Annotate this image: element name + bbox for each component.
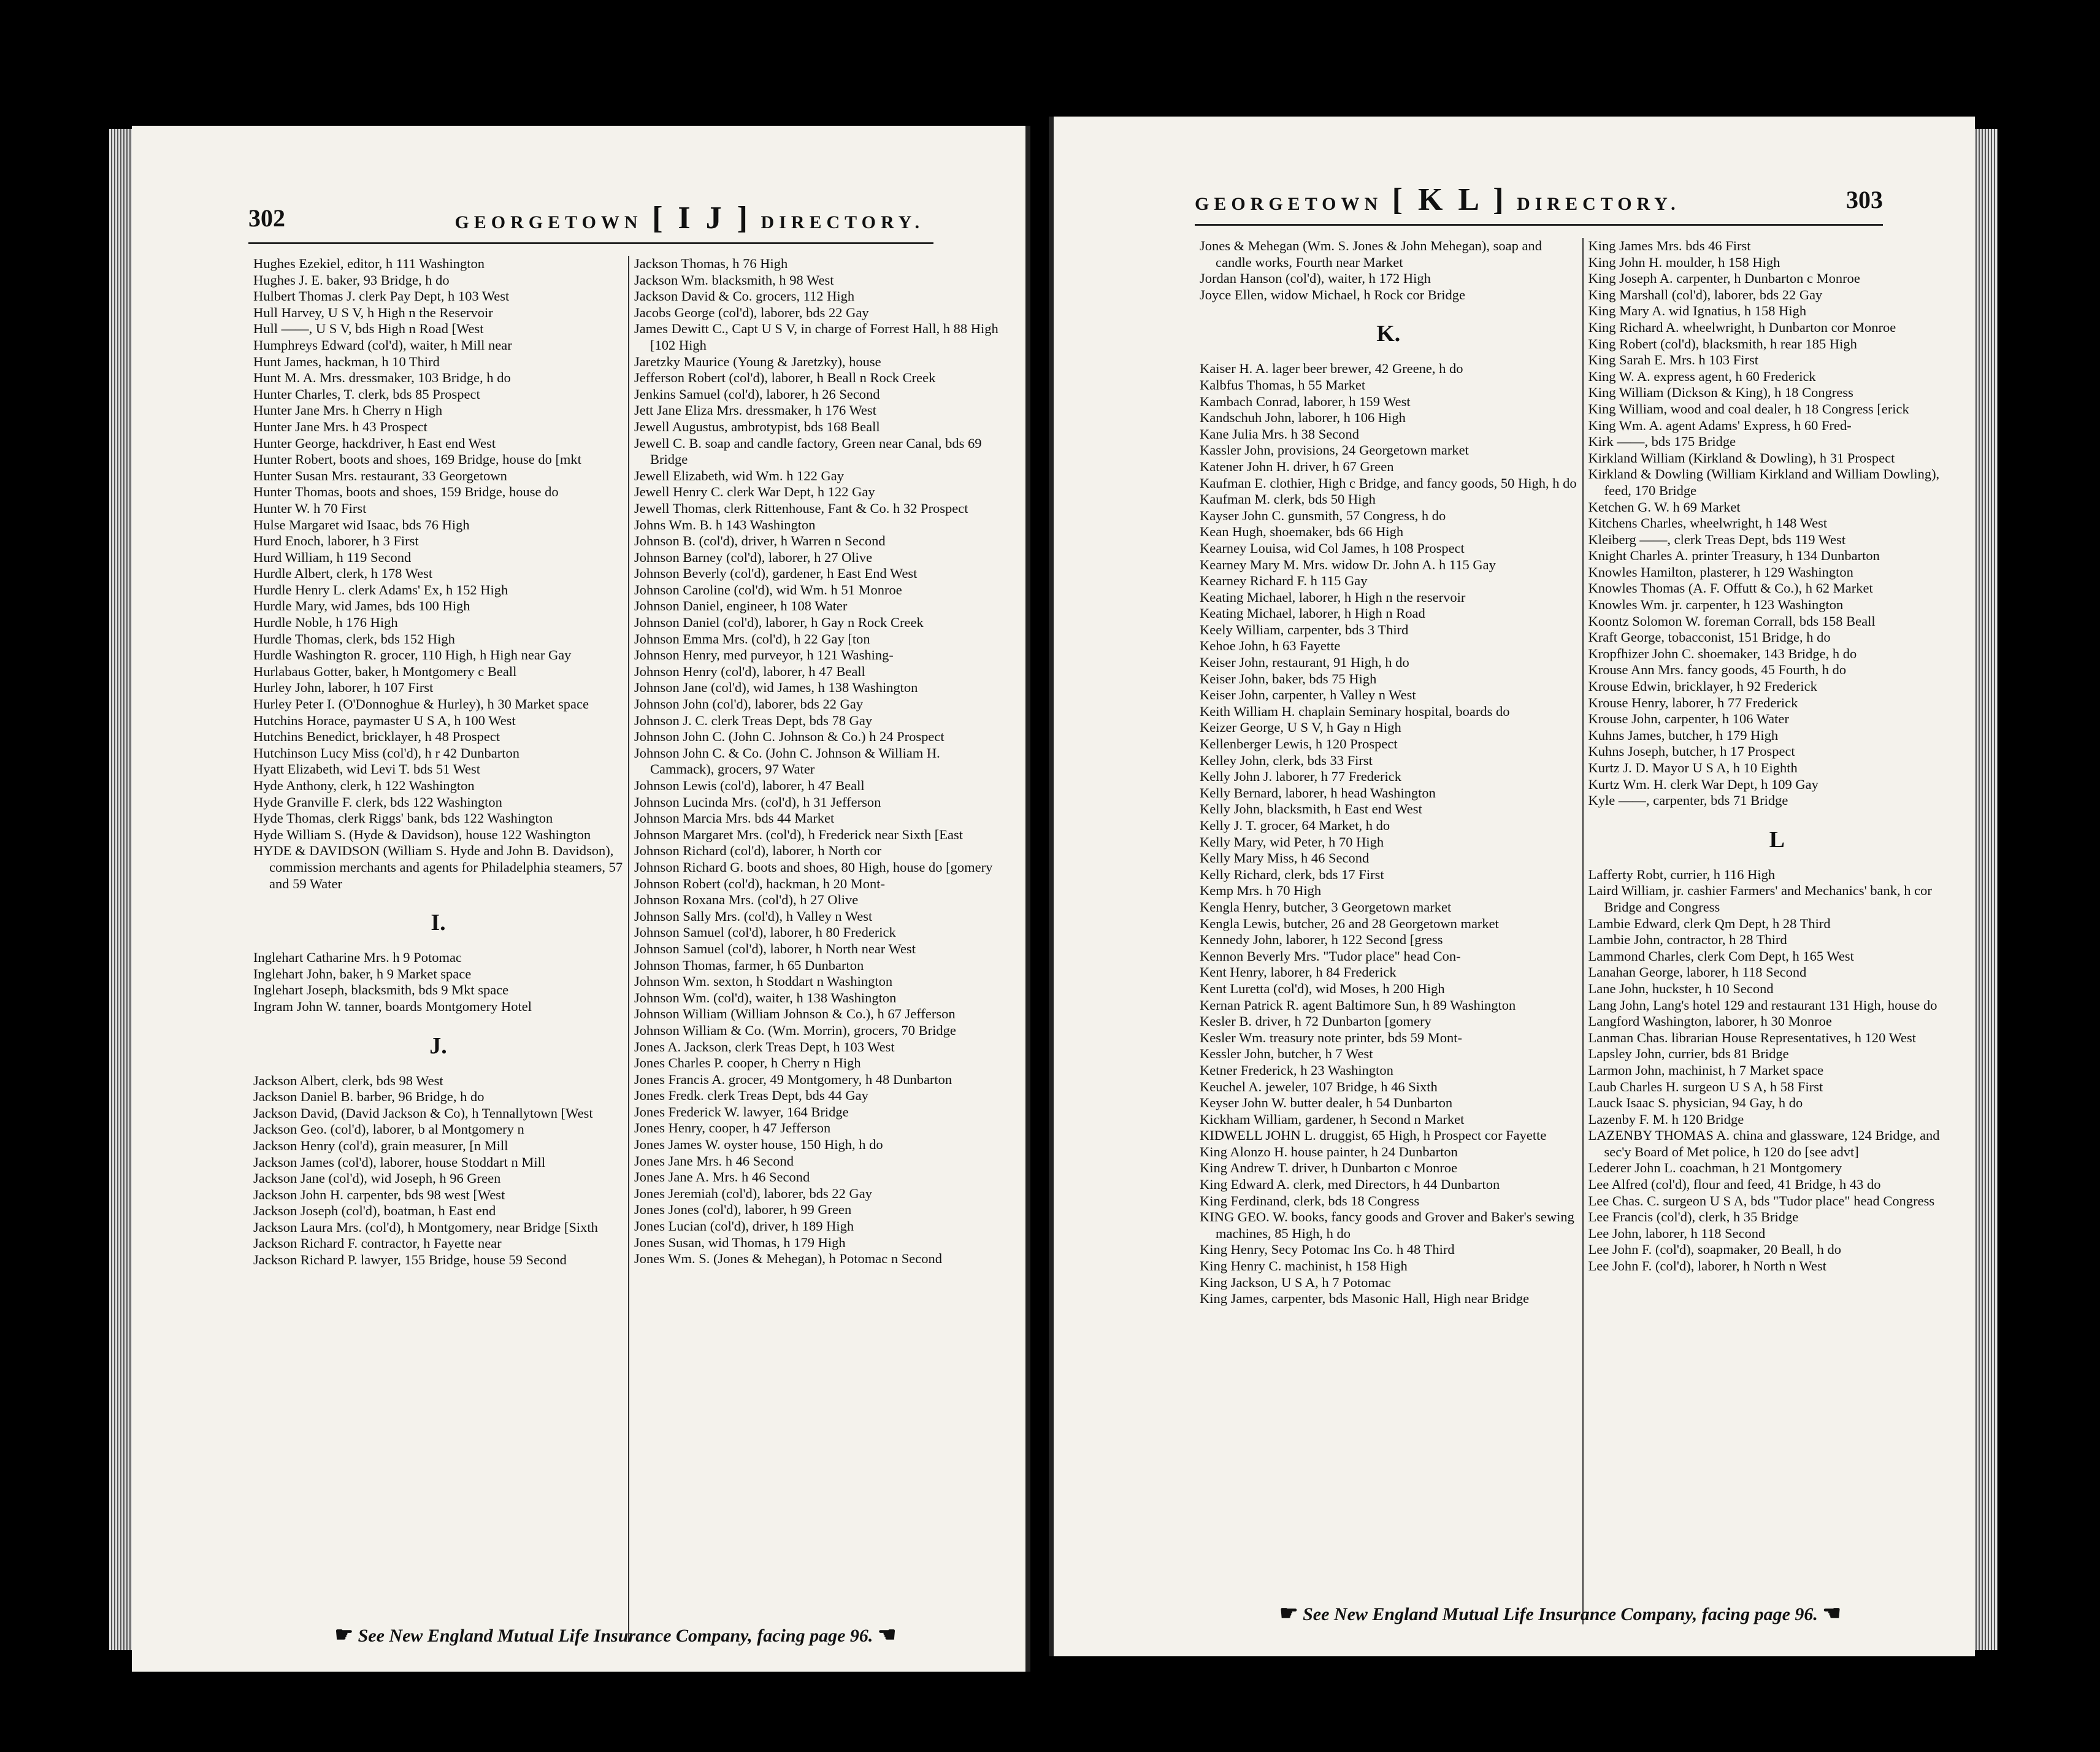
directory-entry: Jackson Henry (col'd), grain measurer, [n Mill	[253, 1137, 508, 1153]
directory-entry: Kelly J. T. grocer, 64 Market, h do	[1200, 818, 1390, 833]
directory-entry: Inglehart John, baker, h 9 Market space	[253, 966, 472, 982]
directory-entry: Hutchins Horace, paymaster U S A, h 100 West	[253, 712, 516, 728]
header-suffix: DIRECTORY.	[761, 212, 924, 232]
directory-entry: Kelly John, blacksmith, h East end West	[1200, 801, 1422, 817]
directory-entry: Kennon Beverly Mrs. "Tudor place" head Con-	[1200, 948, 1461, 964]
directory-entry: Jackson Laura Mrs. (col'd), h Montgomery, near Bridge [Sixth	[253, 1219, 598, 1235]
section-heading: I.	[431, 910, 446, 936]
directory-entry: Kent Henry, laborer, h 84 Frederick	[1200, 964, 1397, 980]
directory-entry: Lee Francis (col'd), clerk, h 35 Bridge	[1588, 1209, 1799, 1225]
directory-entry: Hulse Margaret wid Isaac, bds 76 High	[253, 517, 470, 532]
directory-entry: Lee John, laborer, h 118 Second	[1588, 1225, 1766, 1241]
directory-entry: Jackson Joseph (col'd), boatman, h East end	[253, 1203, 496, 1219]
directory-entry: Jackson Thomas, h 76 High	[634, 256, 788, 271]
advertisement-footer	[1054, 1601, 1975, 1626]
directory-entry: King James, carpenter, bds Masonic Hall, High near Bridge	[1200, 1291, 1530, 1307]
directory-entry: Kengla Henry, butcher, 3 Georgetown market	[1200, 899, 1452, 915]
directory-entry: Johnson Henry (col'd), laborer, h 47 Beall	[634, 663, 865, 679]
directory-entry: Johnson Emma Mrs. (col'd), h 22 Gay [ton	[634, 631, 870, 647]
directory-entry: Johnson John C. & Co. (John C. Johnson & William H. Cammack), grocers, 97 Water	[634, 745, 940, 777]
directory-entry: King Robert (col'd), blacksmith, h rear 185 High	[1588, 336, 1857, 352]
directory-entry: Johnson Barney (col'd), laborer, h 27 Olive	[634, 549, 873, 565]
directory-entry: Kandschuh John, laborer, h 106 High	[1200, 410, 1406, 426]
directory-entry: KING GEO. W. books, fancy goods and Grover and Baker's sewing machines, 85 High, h do	[1200, 1209, 1574, 1241]
directory-entry: LAZENBY THOMAS A. china and glassware, 124 Bridge, and sec'y Board of Met police, h 120 do [see advt]	[1588, 1128, 1940, 1159]
directory-entry: Kurtz Wm. H. clerk War Dept, h 109 Gay	[1588, 776, 1818, 792]
directory-entry: Johnson John C. (John C. Johnson & Co.) h 24 Prospect	[634, 729, 945, 745]
directory-entry: Johnson Samuel (col'd), laborer, h North near West	[634, 940, 916, 956]
directory-entry: Hutchins Benedict, bricklayer, h 48 Prospect	[253, 729, 500, 745]
directory-entry: Larmon John, machinist, h 7 Market space	[1588, 1062, 1824, 1078]
header-prefix: GEORGETOWN	[1195, 193, 1383, 214]
left-column-2	[628, 256, 1009, 1642]
directory-entry: Kuhns James, butcher, h 179 High	[1588, 727, 1779, 743]
directory-entry: Knowles Thomas (A. F. Offutt & Co.), h 62 Market	[1588, 580, 1873, 596]
directory-entry: Jackson John H. carpenter, bds 98 west [West	[253, 1186, 505, 1202]
directory-entry: Jett Jane Eliza Mrs. dressmaker, h 176 West	[634, 402, 876, 418]
directory-entry: Kennedy John, laborer, h 122 Second [gress	[1200, 932, 1443, 948]
directory-entry: Langford Washington, laborer, h 30 Monroe	[1588, 1013, 1832, 1029]
right-page	[1049, 117, 1975, 1656]
directory-entry: King Henry, Secy Potomac Ins Co. h 48 Third	[1200, 1242, 1455, 1258]
right-page-header	[1054, 178, 1975, 221]
directory-entry: Kaufman M. clerk, bds 50 High	[1200, 491, 1376, 507]
directory-entry: Hunter W. h 70 First	[253, 500, 367, 516]
directory-entry: Hyde Granville F. clerk, bds 122 Washington	[253, 794, 502, 810]
directory-entry: Johnson William & Co. (Wm. Morrin), grocers, 70 Bridge	[634, 1022, 956, 1038]
directory-entry: Jackson Richard P. lawyer, 155 Bridge, house 59 Second	[253, 1252, 567, 1268]
directory-entry: King Richard A. wheelwright, h Dunbarton cor Monroe	[1588, 319, 1896, 335]
directory-entry: Johnson Richard (col'd), laborer, h North cor	[634, 843, 882, 859]
directory-entry: Laub Charles H. surgeon U S A, h 58 First	[1588, 1078, 1823, 1094]
directory-entry: Jackson Albert, clerk, bds 98 West	[253, 1072, 443, 1088]
directory-entry: Hurdle Mary, wid James, bds 100 High	[253, 598, 470, 614]
directory-entry: Johns Wm. B. h 143 Washington	[634, 517, 816, 532]
directory-entry: Jones & Mehegan (Wm. S. Jones & John Mehegan), soap and candle works, Fourth near Market	[1200, 238, 1542, 270]
directory-entry: Johnson Wm. (col'd), waiter, h 138 Washington	[634, 989, 897, 1005]
directory-entry: Kesler B. driver, h 72 Dunbarton [gomery	[1200, 1013, 1431, 1029]
directory-entry: Jones Fredk. clerk Treas Dept, bds 44 Gay	[634, 1088, 868, 1104]
directory-entry: Hyde Anthony, clerk, h 122 Washington	[253, 778, 475, 793]
directory-entry: Lanahan George, laborer, h 118 Second	[1588, 964, 1807, 980]
directory-entry: Hunter Jane Mrs. h Cherry n High	[253, 402, 443, 418]
directory-entry: Johnson Caroline (col'd), wid Wm. h 51 Monroe	[634, 582, 902, 597]
header-letters: [ I J ]	[652, 200, 751, 236]
right-column-2	[1582, 238, 1971, 1624]
directory-entry: Johnson Lewis (col'd), laborer, h 47 Beall	[634, 778, 865, 793]
directory-entry: Jones Frederick W. lawyer, 164 Bridge	[634, 1104, 849, 1120]
directory-entry: Jones Charles P. cooper, h Cherry n High	[634, 1055, 861, 1071]
directory-entry: Jackson Daniel B. barber, 96 Bridge, h do	[253, 1089, 485, 1105]
directory-entry: Kane Julia Mrs. h 38 Second	[1200, 426, 1359, 442]
directory-entry: Kelly Mary Miss, h 46 Second	[1200, 850, 1370, 866]
directory-entry: Katener John H. driver, h 67 Green	[1200, 458, 1394, 474]
directory-entry: Lapsley John, currier, bds 81 Bridge	[1588, 1046, 1789, 1062]
directory-entry: Kelly Richard, clerk, bds 17 First	[1200, 866, 1384, 882]
directory-entry: Hulbert Thomas J. clerk Pay Dept, h 103 West	[253, 288, 510, 304]
directory-entry: Johnson Marcia Mrs. bds 44 Market	[634, 810, 835, 826]
directory-entry: Johnson Thomas, farmer, h 65 Dunbarton	[634, 957, 864, 973]
directory-entry: King Marshall (col'd), laborer, bds 22 Gay	[1588, 286, 1823, 302]
directory-entry: Johnson Margaret Mrs. (col'd), h Frederick near Sixth [East	[634, 826, 964, 842]
page-edge-right	[1974, 129, 1998, 1650]
directory-entry: Kean Hugh, shoemaker, bds 66 High	[1200, 524, 1404, 540]
directory-entry: Humphreys Edward (col'd), waiter, h Mill near	[253, 337, 512, 353]
directory-entry: King William (Dickson & King), h 18 Congress	[1588, 385, 1853, 401]
running-title	[454, 200, 924, 236]
directory-entry: Kaufman E. clothier, High c Bridge, and fancy goods, 50 High, h do	[1200, 475, 1577, 491]
directory-entry: King W. A. express agent, h 60 Frederick	[1588, 368, 1816, 384]
pointing-hand-right-icon: ☛	[1279, 1602, 1298, 1625]
directory-entry: Kambach Conrad, laborer, h 159 West	[1200, 393, 1411, 409]
directory-entry: Lang John, Lang's hotel 129 and restaurant 131 High, house do	[1588, 997, 1937, 1013]
directory-entry: Kellenberger Lewis, h 120 Prospect	[1200, 736, 1398, 752]
directory-entry: Jewell C. B. soap and candle factory, Green near Canal, bds 69 Bridge	[634, 435, 982, 467]
directory-entry: Kalbfus Thomas, h 55 Market	[1200, 377, 1366, 393]
directory-entry: Keiser John, restaurant, 91 High, h do	[1200, 655, 1409, 670]
directory-entry: Hurd Enoch, laborer, h 3 First	[253, 533, 419, 549]
directory-entry: Hunter George, hackdriver, h East end West	[253, 435, 496, 451]
directory-entry: Hurdle Henry L. clerk Adams' Ex, h 152 High	[253, 582, 508, 597]
directory-entry: Krouse Henry, laborer, h 77 Frederick	[1588, 694, 1798, 710]
directory-entry: Kuhns Joseph, butcher, h 17 Prospect	[1588, 743, 1795, 759]
header-suffix: DIRECTORY.	[1517, 193, 1680, 214]
page-edge-left	[109, 129, 134, 1650]
directory-entry: King Alonzo H. house painter, h 24 Dunbarton	[1200, 1143, 1458, 1159]
directory-entry: Hughes J. E. baker, 93 Bridge, h do	[253, 272, 450, 288]
directory-entry: Hurdle Washington R. grocer, 110 High, h High near Gay	[253, 647, 572, 663]
directory-entry: Jewell Augustus, ambrotypist, bds 168 Beall	[634, 418, 880, 434]
directory-entry: Knowles Wm. jr. carpenter, h 123 Washington	[1588, 597, 1844, 613]
directory-entry: King Mary A. wid Ignatius, h 158 High	[1588, 303, 1807, 319]
directory-entry: Kelley John, clerk, bds 33 First	[1200, 752, 1373, 768]
running-title	[1195, 182, 1680, 218]
directory-entry: Hunter Robert, boots and shoes, 169 Bridge, house do [mkt	[253, 451, 581, 467]
directory-entry: Johnson B. (col'd), driver, h Warren n Second	[634, 533, 886, 549]
directory-entry: Jefferson Robert (col'd), laborer, h Beall n Rock Creek	[634, 370, 936, 386]
directory-entry: Kent Luretta (col'd), wid Moses, h 200 High	[1200, 980, 1445, 996]
directory-entry: Keiser John, carpenter, h Valley n West	[1200, 687, 1416, 703]
directory-entry: Hurdle Thomas, clerk, bds 152 High	[253, 631, 455, 647]
directory-entry: Keuchel A. jeweler, 107 Bridge, h 46 Sixth	[1200, 1078, 1438, 1094]
directory-entry: Jones Lucian (col'd), driver, h 189 High	[634, 1218, 854, 1234]
directory-entry: Keating Michael, laborer, h High n the reservoir	[1200, 589, 1466, 605]
directory-entry: Inglehart Joseph, blacksmith, bds 9 Mkt space	[253, 982, 509, 998]
directory-entry: Hull ——, U S V, bds High n Road [West	[253, 321, 484, 337]
directory-entry: Johnson Samuel (col'd), laborer, h 80 Frederick	[634, 924, 896, 940]
directory-entry: Johnson Jane (col'd), wid James, h 138 Washington	[634, 680, 918, 696]
directory-entry: Kurtz J. D. Mayor U S A, h 10 Eighth	[1588, 760, 1798, 775]
directory-entry: Lafferty Robt, currier, h 116 High	[1588, 866, 1776, 882]
directory-entry: Hutchinson Lucy Miss (col'd), h r 42 Dunbarton	[253, 745, 519, 761]
advertisement-footer	[132, 1623, 1025, 1647]
directory-entry: Lederer John L. coachman, h 21 Montgomery	[1588, 1160, 1842, 1176]
directory-entry: Jones Jones (col'd), laborer, h 99 Green	[634, 1202, 852, 1218]
directory-entry: Hunter Jane Mrs. h 43 Prospect	[253, 418, 427, 434]
directory-entry: Hunter Susan Mrs. restaurant, 33 Georgetown	[253, 467, 507, 483]
directory-entry: Kelly John J. laborer, h 77 Frederick	[1200, 769, 1402, 785]
directory-entry: Kesler Wm. treasury note printer, bds 59 Mont-	[1200, 1029, 1462, 1045]
directory-entry: Jones James W. oyster house, 150 High, h do	[634, 1137, 883, 1153]
directory-entry: Johnson Wm. sexton, h Stoddart n Washington	[634, 974, 893, 989]
directory-entry: Krouse Edwin, bricklayer, h 92 Frederick	[1588, 678, 1817, 694]
directory-entry: Lazenby F. M. h 120 Bridge	[1588, 1111, 1744, 1127]
directory-entry: Kessler John, butcher, h 7 West	[1200, 1046, 1373, 1062]
header-rule	[1195, 224, 1883, 226]
directory-entry: Lee John F. (col'd), soapmaker, 20 Beall, h do	[1588, 1242, 1842, 1258]
directory-entry: Johnson Lucinda Mrs. (col'd), h 31 Jefferson	[634, 794, 881, 810]
directory-entry: Hull Harvey, U S V, h High n the Reservoir	[253, 304, 493, 320]
directory-entry: Keiser John, baker, bds 75 High	[1200, 670, 1377, 686]
directory-entry: Hurd William, h 119 Second	[253, 549, 412, 565]
directory-entry: Johnson William (William Johnson & Co.), h 67 Jefferson	[634, 1006, 956, 1022]
directory-entry: Jackson Jane (col'd), wid Joseph, h 96 Green	[253, 1170, 501, 1186]
directory-entry: Kaiser H. A. lager beer brewer, 42 Greene, h do	[1200, 361, 1463, 377]
directory-entry: Johnson Daniel (col'd), laborer, h Gay n Rock Creek	[634, 615, 924, 631]
directory-entry: Kassler John, provisions, 24 Georgetown market	[1200, 442, 1469, 458]
directory-entry: Lanman Chas. librarian House Representatives, h 120 West	[1588, 1029, 1917, 1045]
directory-entry: King Wm. A. agent Adams' Express, h 60 Fred-	[1588, 417, 1852, 433]
directory-entry: Knight Charles A. printer Treasury, h 134 Dunbarton	[1588, 548, 1880, 564]
directory-entry: HYDE & DAVIDSON (William S. Hyde and John B. Davidson), commission merchants and agents for Philadelphia steamers, 57 and 59 Water	[253, 843, 623, 891]
header-prefix: GEORGETOWN	[454, 212, 643, 232]
directory-entry: Jones Henry, cooper, h 47 Jefferson	[634, 1120, 831, 1136]
directory-entry: Jones Francis A. grocer, 49 Montgomery, h 48 Dunbarton	[634, 1071, 952, 1087]
left-page-header	[132, 196, 1025, 239]
directory-entry: King Jackson, U S A, h 7 Potomac	[1200, 1274, 1391, 1290]
directory-entry: Hunter Charles, T. clerk, bds 85 Prospect	[253, 386, 480, 402]
directory-entry: Johnson Richard G. boots and shoes, 80 High, house do [gomery	[634, 859, 993, 875]
pointing-hand-right-icon: ☛	[334, 1624, 354, 1646]
directory-entry: Knowles Hamilton, plasterer, h 129 Washington	[1588, 564, 1853, 580]
directory-entry: Kearney Richard F. h 115 Gay	[1200, 573, 1368, 589]
directory-entry: Kayser John C. gunsmith, 57 Congress, h do	[1200, 507, 1446, 523]
header-rule	[248, 242, 933, 244]
directory-entry: Kelly Mary, wid Peter, h 70 High	[1200, 834, 1384, 850]
directory-entry: Jackson James (col'd), laborer, house Stoddart n Mill	[253, 1154, 546, 1170]
directory-entry: Kirkland & Dowling (William Kirkland and William Dowling), feed, 170 Bridge	[1588, 466, 1940, 498]
directory-entry: KIDWELL JOHN L. druggist, 65 High, h Prospect cor Fayette	[1200, 1128, 1547, 1143]
directory-entry: Kleiberg ——, clerk Treas Dept, bds 119 West	[1588, 531, 1846, 547]
directory-entry: Jackson David, (David Jackson & Co), h Tennallytown [West	[253, 1105, 593, 1121]
directory-entry: Jackson Richard F. contractor, h Fayette near	[253, 1235, 502, 1251]
directory-entry: Lee Alfred (col'd), flour and feed, 41 Bridge, h 43 do	[1588, 1177, 1881, 1193]
directory-entry: Kehoe John, h 63 Fayette	[1200, 638, 1341, 654]
directory-entry: Lammond Charles, clerk Com Dept, h 165 West	[1588, 948, 1854, 964]
directory-entry: Jackson Wm. blacksmith, h 98 West	[634, 272, 834, 288]
directory-entry: Jones A. Jackson, clerk Treas Dept, h 103 West	[634, 1039, 895, 1055]
directory-entry: Johnson Sally Mrs. (col'd), h Valley n West	[634, 908, 873, 924]
directory-entry: Jones Susan, wid Thomas, h 179 High	[634, 1234, 846, 1250]
directory-entry: Hunt M. A. Mrs. dressmaker, 103 Bridge, h do	[253, 370, 511, 386]
directory-entry: Jewell Henry C. clerk War Dept, h 122 Gay	[634, 484, 875, 500]
directory-entry: Hyde William S. (Hyde & Davidson), house 122 Washington	[253, 826, 591, 842]
directory-entry: King Edward A. clerk, med Directors, h 44 Dunbarton	[1200, 1177, 1500, 1193]
directory-entry: Kernan Patrick R. agent Baltimore Sun, h 89 Washington	[1200, 997, 1516, 1013]
directory-entry: Jewell Thomas, clerk Rittenhouse, Fant & Co. h 32 Prospect	[634, 500, 968, 516]
directory-entry: Laird William, jr. cashier Farmers' and Mechanics' bank, h cor Bridge and Congress	[1588, 883, 1932, 915]
directory-entry: Johnson John (col'd), laborer, bds 22 Gay	[634, 696, 864, 712]
directory-entry: Hunt James, hackman, h 10 Third	[253, 353, 440, 369]
directory-entry: Inglehart Catharine Mrs. h 9 Potomac	[253, 950, 462, 966]
directory-entry: Jones Wm. S. (Jones & Mehegan), h Potomac n Second	[634, 1251, 943, 1267]
left-columns	[248, 256, 1009, 1642]
directory-entry: Jordan Hanson (col'd), waiter, h 172 High	[1200, 271, 1431, 286]
directory-entry: Hughes Ezekiel, editor, h 111 Washington	[253, 256, 485, 271]
pointing-hand-left-icon: ☚	[877, 1624, 897, 1646]
directory-entry: King Andrew T. driver, h Dunbarton c Monroe	[1200, 1160, 1458, 1176]
footer-text: See New England Mutual Life Insurance Company, facing page 96.	[358, 1626, 873, 1646]
directory-entry: Jackson Geo. (col'd), laborer, b al Montgomery n	[253, 1121, 524, 1137]
page-number: 302	[248, 204, 285, 232]
directory-entry: Ketner Frederick, h 23 Washington	[1200, 1062, 1393, 1078]
directory-entry: Hunter Thomas, boots and shoes, 159 Bridge, house do	[253, 484, 559, 500]
directory-entry: Ingram John W. tanner, boards Montgomery Hotel	[253, 998, 532, 1014]
directory-entry: Kickham William, gardener, h Second n Market	[1200, 1111, 1465, 1127]
directory-entry: Kirk ——, bds 175 Bridge	[1588, 434, 1736, 450]
directory-entry: Hurdle Albert, clerk, h 178 West	[253, 566, 433, 582]
directory-entry: Hyde Thomas, clerk Riggs' bank, bds 122 Washington	[253, 810, 553, 826]
directory-entry: King Sarah E. Mrs. h 103 First	[1588, 352, 1758, 368]
directory-entry: Kearney Mary M. Mrs. widow Dr. John A. h 115 Gay	[1200, 556, 1496, 572]
directory-entry: Johnson Roxana Mrs. (col'd), h 27 Olive	[634, 892, 859, 908]
directory-entry: Kengla Lewis, butcher, 26 and 28 Georgetown market	[1200, 915, 1499, 931]
directory-entry: Johnson J. C. clerk Treas Dept, bds 78 Gay	[634, 712, 873, 728]
directory-entry: Kelly Bernard, laborer, h head Washington	[1200, 785, 1436, 801]
directory-entry: Keating Michael, laborer, h High n Road	[1200, 605, 1425, 621]
directory-entry: Johnson Beverly (col'd), gardener, h East End West	[634, 566, 918, 582]
directory-entry: Jones Jane A. Mrs. h 46 Second	[634, 1169, 810, 1185]
directory-entry: Koontz Solomon W. foreman Corrall, bds 158 Beall	[1588, 613, 1876, 629]
directory-entry: King Henry C. machinist, h 158 High	[1200, 1258, 1408, 1274]
directory-entry: Jaretzky Maurice (Young & Jaretzky), house	[634, 353, 881, 369]
directory-entry: Kropfhizer John C. shoemaker, 143 Bridge, h do	[1588, 645, 1857, 661]
directory-entry: Joyce Ellen, widow Michael, h Rock cor Bridge	[1200, 286, 1466, 302]
directory-entry: Lee John F. (col'd), laborer, h North n West	[1588, 1258, 1826, 1274]
section-heading: K.	[1376, 321, 1401, 347]
directory-entry: King John H. moulder, h 158 High	[1588, 254, 1780, 270]
directory-entry: Kitchens Charles, wheelwright, h 148 West	[1588, 515, 1828, 531]
directory-entry: Krouse John, carpenter, h 106 Water	[1588, 711, 1789, 727]
directory-entry: Jewell Elizabeth, wid Wm. h 122 Gay	[634, 467, 845, 483]
header-letters: [ K L ]	[1392, 182, 1508, 217]
left-page	[132, 126, 1030, 1672]
directory-entry: Kyle ——, carpenter, bds 71 Bridge	[1588, 793, 1788, 809]
directory-entry: Lambie Edward, clerk Qm Dept, h 28 Third	[1588, 915, 1831, 931]
directory-entry: Jackson David & Co. grocers, 112 High	[634, 288, 855, 304]
directory-entry: Johnson Henry, med purveyor, h 121 Washing-	[634, 647, 894, 663]
directory-entry: Ketchen G. W. h 69 Market	[1588, 499, 1741, 515]
directory-entry: Lauck Isaac S. physician, 94 Gay, h do	[1588, 1095, 1803, 1111]
directory-entry: King Joseph A. carpenter, h Dunbarton c Monroe	[1588, 271, 1860, 286]
directory-entry: Jenkins Samuel (col'd), laborer, h 26 Second	[634, 386, 880, 402]
directory-entry: King William, wood and coal dealer, h 18 Congress [erick	[1588, 401, 1909, 417]
directory-entry: James Dewitt C., Capt U S V, in charge of Forrest Hall, h 88 High [102 High	[634, 321, 998, 353]
footer-text: See New England Mutual Life Insurance Company, facing page 96.	[1303, 1604, 1818, 1624]
directory-entry: Lee Chas. C. surgeon U S A, bds "Tudor place" head Congress	[1588, 1193, 1935, 1208]
directory-entry: Kearney Louisa, wid Col James, h 108 Prospect	[1200, 540, 1465, 556]
directory-entry: King James Mrs. bds 46 First	[1588, 238, 1751, 253]
page-number: 303	[1846, 185, 1883, 213]
directory-entry: Jacobs George (col'd), laborer, bds 22 Gay	[634, 304, 869, 320]
directory-entry: Hurdle Noble, h 176 High	[253, 615, 398, 631]
directory-entry: Keizer George, U S V, h Gay n High	[1200, 720, 1401, 736]
directory-entry: Jones Jeremiah (col'd), laborer, bds 22 Gay	[634, 1185, 873, 1201]
directory-entry: King Ferdinand, clerk, bds 18 Congress	[1200, 1193, 1420, 1208]
directory-entry: Kraft George, tobacconist, 151 Bridge, h do	[1588, 629, 1831, 645]
directory-entry: Lane John, huckster, h 10 Second	[1588, 980, 1774, 996]
right-columns	[1195, 238, 1971, 1624]
directory-entry: Kemp Mrs. h 70 High	[1200, 883, 1322, 899]
directory-entry: Keith William H. chaplain Seminary hospital, boards do	[1200, 703, 1510, 719]
directory-entry: Kirkland William (Kirkland & Dowling), h 31 Prospect	[1588, 450, 1895, 466]
directory-entry: Krouse Ann Mrs. fancy goods, 45 Fourth, h do	[1588, 662, 1847, 678]
directory-entry: Keely William, carpenter, bds 3 Third	[1200, 621, 1409, 637]
directory-entry: Hurlabaus Gotter, baker, h Montgomery c Beall	[253, 663, 517, 679]
directory-entry: Jones Jane Mrs. h 46 Second	[634, 1153, 794, 1169]
left-column-1	[248, 256, 628, 1642]
section-heading: J.	[429, 1032, 447, 1059]
right-column-1	[1195, 238, 1582, 1624]
directory-entry: Hurley John, laborer, h 107 First	[253, 680, 434, 696]
pointing-hand-left-icon: ☚	[1822, 1602, 1841, 1625]
directory-entry: Hyatt Elizabeth, wid Levi T. bds 51 West	[253, 761, 480, 777]
directory-entry: Johnson Robert (col'd), hackman, h 20 Mont-	[634, 875, 885, 891]
section-heading: L	[1769, 826, 1785, 853]
directory-entry: Keyser John W. butter dealer, h 54 Dunbarton	[1200, 1095, 1453, 1111]
directory-entry: Lambie John, contractor, h 28 Third	[1588, 932, 1787, 948]
directory-entry: Hurley Peter I. (O'Donnoghue & Hurley), h 30 Market space	[253, 696, 589, 712]
directory-entry: Johnson Daniel, engineer, h 108 Water	[634, 598, 848, 614]
